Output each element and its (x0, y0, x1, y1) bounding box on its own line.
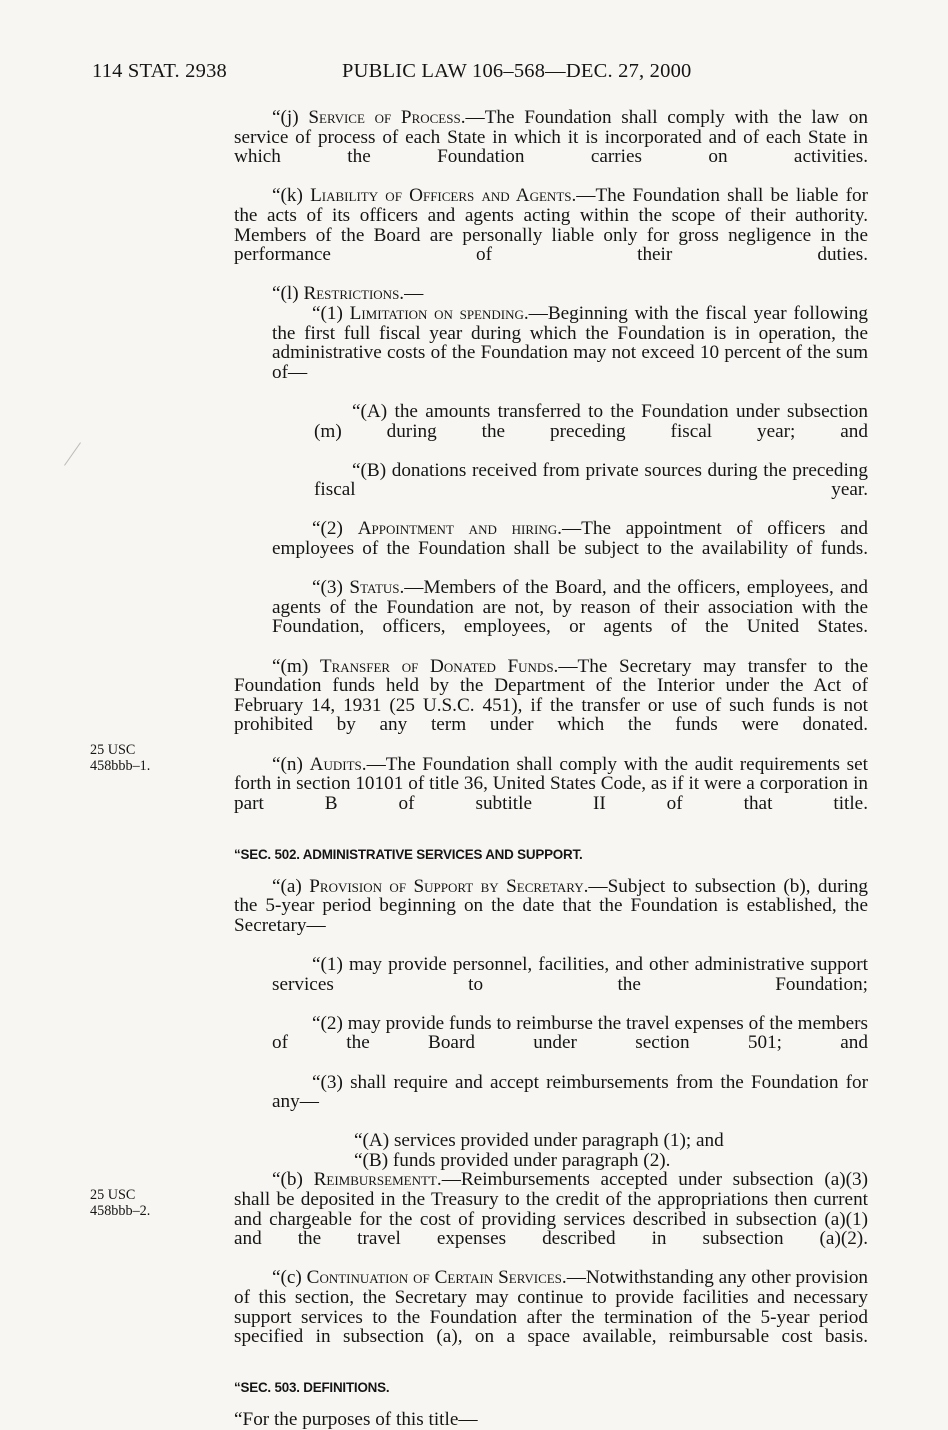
paragraph-502-a-1: “(1) may provide personnel, facilities, and other administrative support services to the Foundation; (272, 953, 868, 995)
section-503-heading: “SEC. 503. DEFINITIONS. (234, 1380, 390, 1396)
subparagraph-l-1-A: “(A) the amounts transferred to the Foundation under subsection (m) during the preceding fiscal year; and (314, 400, 868, 442)
paragraph-502-a-3: “(3) shall require and accept reimbursements from the Foundation for any— (272, 1071, 868, 1113)
section-503-intro: “For the purposes of this title— (234, 1409, 478, 1430)
public-law-title: PUBLIC LAW 106–568—DEC. 27, 2000 (342, 60, 692, 82)
subsection-n: “(n) Audits.—The Foundation shall comply with the audit requirements set forth in section 10101 of title 36, United States Code, as if it were a corporation in part B of subtitle II of that title. (234, 753, 868, 814)
paragraph-502-a-2: “(2) may provide funds to reimburse the travel expenses of the members of the Board under section 501; and (272, 1012, 868, 1054)
margin-note-usc-458bbb-1: 25 USC 458bbb–1. (90, 742, 151, 774)
margin-note-usc-458bbb-2: 25 USC 458bbb–2. (90, 1187, 151, 1219)
subsection-l: “(l) Restrictions.— (272, 283, 424, 305)
statute-page-number: 114 STAT. 2938 (92, 60, 227, 82)
subsection-j: “(j) Service of Process.—The Foundation shall comply with the law on service of process of each State in which it is incorporated and of each State in which the Foundation carries on activities. (234, 107, 868, 168)
subparagraph-502-a-3-B: “(B) funds provided under paragraph (2). (354, 1149, 671, 1171)
paragraph-l-1: “(1) Limitation on spending.—Beginning with the fiscal year following the first full fiscal year during which the Foundation is in operation, the administrative costs of the Foundation may not exceed 10 percent of the sum of— (272, 302, 869, 383)
paragraph-l-3: “(3) Status.—Members of the Board, and the officers, employees, and agents of the Foundation are not, by reason of their association with the Foundation, officers, employees, or agents of the United States. (272, 577, 869, 638)
subsection-m: “(m) Transfer of Donated Funds.—The Secretary may transfer to the Foundation funds held by the Department of the Interior under the Act of February 14, 1931 (25 U.S.C. 451), if the transfer or use of such funds is not prohibited by any term under which the funds were donated. (234, 655, 868, 736)
subparagraph-502-a-3-A: “(A) services provided under paragraph (1); and (354, 1130, 724, 1152)
section-502-heading: “SEC. 502. ADMINISTRATIVE SERVICES AND SUPPORT. (234, 846, 583, 862)
stray-pen-mark (64, 442, 81, 466)
statute-body (234, 108, 868, 1430)
subsection-k: “(k) Liability of Officers and Agents.—The Foundation shall be liable for the acts of its officers and agents acting within the scope of their authority. Members of the Board are personally liable only for gross negligence in the performance of their duties. (234, 185, 868, 266)
paragraph-l-2: “(2) Appointment and hiring.—The appointment of officers and employees of the Foundation shall be subject to the availability of funds. (272, 518, 868, 560)
subsection-502-b: “(b) Reimbursementt.—Reimbursements accepted under subsection (a)(3) shall be deposited in the Treasury to the credit of the appropriations then current and chargeable for the cost of providing services described in subsection (a)(1) and the travel expenses described in subsection (a)(2). (234, 1169, 868, 1250)
subsection-502-c: “(c) Continuation of Certain Services.—Notwithstanding any other provision of this section, the Secretary may continue to provide facilities and necessary support services to the Foundation after the termination of the 5-year period specified in subsection (a), on a space available, reimbursable cost basis. (234, 1267, 869, 1348)
subsection-502-a: “(a) Provision of Support by Secretary.—Subject to subsection (b), during the 5-year period beginning on the date that the Foundation is established, the Secretary— (234, 875, 869, 936)
subparagraph-l-1-B: “(B) donations received from private sources during the preceding fiscal year. (314, 459, 868, 501)
